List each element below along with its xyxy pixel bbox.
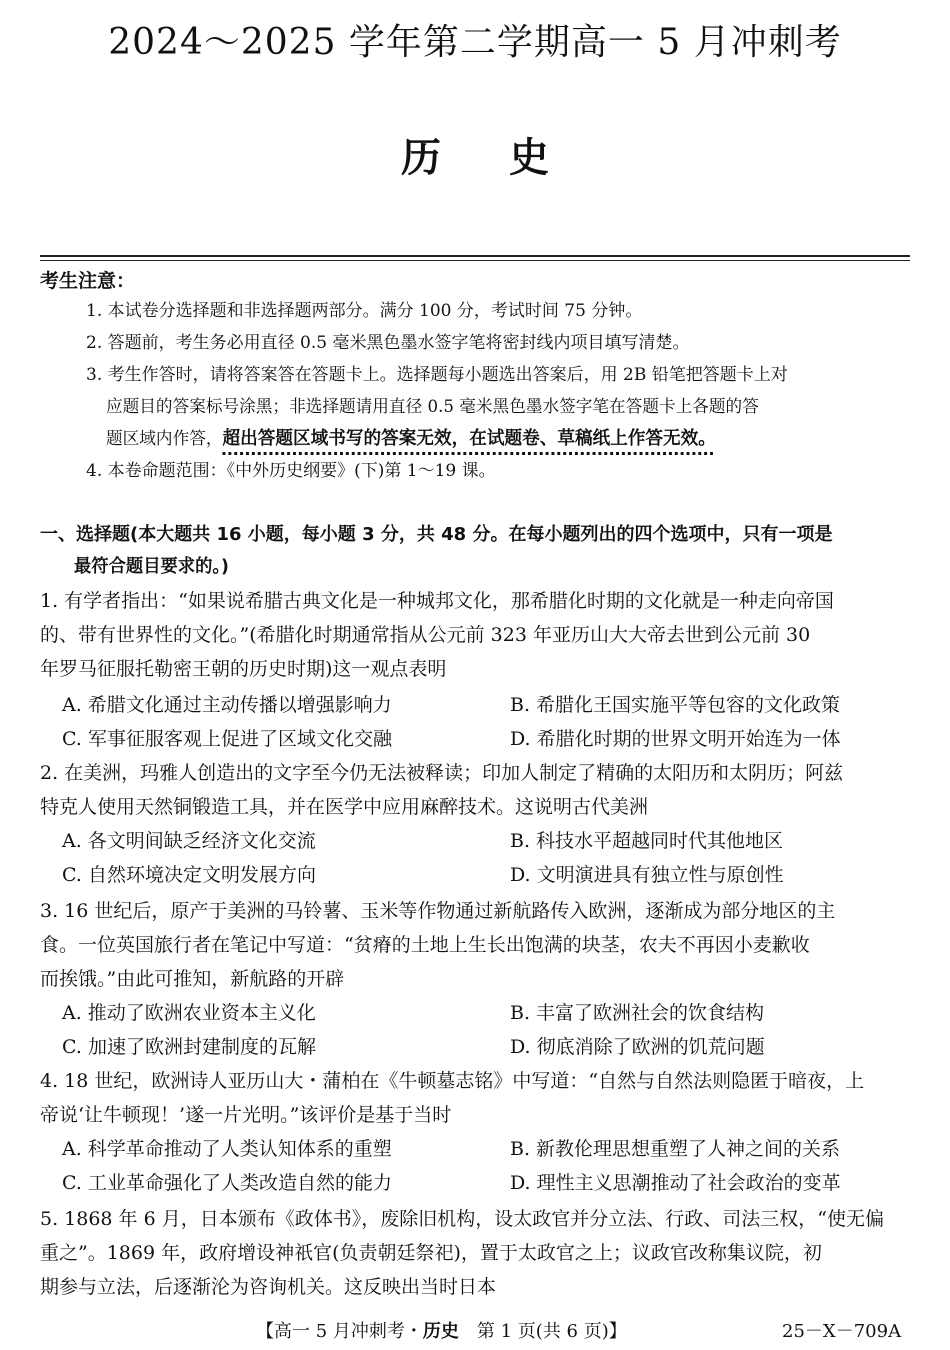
footer-subject: 历史 (422, 1321, 459, 1342)
subject-heading (0, 126, 950, 183)
question-4-option-c[interactable]: C. 工业革命强化了人类改造自然的能力 (62, 1172, 392, 1194)
question-5-line-3: 期参与立法，后逐渐沦为咨询机关。这反映出当时日本 (40, 1276, 497, 1298)
footer-code: 25－X－709A (782, 1321, 902, 1342)
question-3-option-d[interactable]: D. 彻底消除了欧洲的饥荒问题 (510, 1036, 765, 1058)
question-4-option-a[interactable]: A. 科学革命推动了人类认知体系的重塑 (62, 1138, 392, 1160)
notice-item-4: 4. 本卷命题范围：《中外历史纲要》(下)第 1～19 课。 (86, 461, 496, 481)
question-1-line-1: 1. 有学者指出：“如果说希腊古典文化是一种城邦文化，那希腊化时期的文化就是一种走向帝国 (40, 590, 834, 612)
question-1-option-d[interactable]: D. 希腊化时期的世界文明开始连为一体 (510, 728, 841, 750)
section-heading-line-2: 最符合题目要求的。) (74, 556, 229, 577)
footer-open: 【高一 5 月冲刺考・ (256, 1321, 423, 1342)
notice-item-3-line-3 (106, 423, 915, 455)
subject-char-1: 历 (401, 134, 441, 181)
question-1-option-b[interactable]: B. 希腊化王国实施平等包容的文化政策 (510, 694, 841, 716)
question-3-option-c[interactable]: C. 加速了欧洲封建制度的瓦解 (62, 1036, 316, 1058)
section-heading-line-1: 一、选择题(本大题共 16 小题，每小题 3 分，共 48 分。在每小题列出的四个选项中，只有一项是 (40, 524, 833, 545)
question-1-line-2: 的、带有世界性的文化。”(希腊化时期通常指从公元前 323 年亚历山大大帝去世到公元前 30 (40, 624, 811, 646)
question-2-option-d[interactable]: D. 文明演进具有独立性与原创性 (510, 864, 784, 886)
subject-char-2: 史 (509, 134, 549, 181)
question-1-option-a[interactable]: A. 希腊文化通过主动传播以增强影响力 (62, 694, 392, 716)
notice-emphasis: 超出答题区域书写的答案无效，在试题卷、草稿纸上作答无效。 (222, 428, 716, 449)
question-5-line-2: 重之”。1869 年，政府增设神祇官(负责朝廷祭祀)，置于太政官之上；议政官改称集议院，初 (40, 1242, 822, 1264)
question-5-line-1: 5. 1868 年 6 月，日本颁布《政体书》，废除旧机构，设太政官并分立法、行政、司法三权，“使无偏 (40, 1208, 884, 1230)
question-1-option-c[interactable]: C. 军事征服客观上促进了区域文化交融 (62, 728, 392, 750)
question-3-line-2: 食。一位英国旅行者在笔记中写道：“贫瘠的土地上生长出饱满的块茎，农夫不再因小麦歉收 (40, 934, 810, 956)
notice-item-3-line-1: 3. 考生作答时，请将答案答在答题卡上。选择题每小题选出答案后，用 2B 铅笔把答题卡上对 (86, 365, 788, 385)
question-3-line-3: 而挨饿。”由此可推知，新航路的开辟 (40, 968, 345, 990)
divider-thin (40, 260, 910, 261)
question-2-line-2: 特克人使用天然铜锻造工具，并在医学中应用麻醉技术。这说明古代美洲 (40, 796, 649, 818)
page-footer (256, 1317, 627, 1343)
question-3-option-b[interactable]: B. 丰富了欧洲社会的饮食结构 (510, 1002, 765, 1024)
notice-item-3-prefix: 题区域内作答， (106, 429, 223, 449)
notice-heading: 考生注意： (40, 270, 136, 292)
question-4-option-d[interactable]: D. 理性主义思潮推动了社会政治的变革 (510, 1172, 841, 1194)
notice-item-2: 2. 答题前，考生务必用直径 0.5 毫米黑色墨水签字笔将密封线内项目填写清楚。 (86, 333, 690, 353)
notice-item-1: 1. 本试卷分选择题和非选择题两部分。满分 100 分，考试时间 75 分钟。 (86, 301, 643, 321)
question-2-option-c[interactable]: C. 自然环境决定文明发展方向 (62, 864, 316, 886)
question-4-option-b[interactable]: B. 新教伦理思想重塑了人神之间的关系 (510, 1138, 841, 1160)
footer-page: 第 1 页(共 6 页)】 (458, 1321, 627, 1342)
question-1-line-3: 年罗马征服托勒密王朝的历史时期)这一观点表明 (40, 658, 447, 680)
question-2-line-1: 2. 在美洲，玛雅人创造出的文字至今仍无法被释读；印加人制定了精确的太阳历和太阴历；阿兹 (40, 762, 844, 784)
question-3-option-a[interactable]: A. 推动了欧洲农业资本主义化 (62, 1002, 316, 1024)
divider-thick (40, 255, 910, 257)
question-2-option-a[interactable]: A. 各文明间缺乏经济文化交流 (62, 830, 316, 852)
question-4-line-2: 帝说‘让牛顿现！’遂一片光明。”该评价是基于当时 (40, 1104, 452, 1126)
exam-title: 2024～2025 学年第二学期高一 5 月冲刺考 (108, 22, 842, 63)
question-2-option-b[interactable]: B. 科技水平超越同时代其他地区 (510, 830, 784, 852)
question-4-line-1: 4. 18 世纪，欧洲诗人亚历山大・蒲柏在《牛顿墓志铭》中写道：“自然与自然法则隐匿于暗夜，上 (40, 1070, 865, 1092)
question-3-line-1: 3. 16 世纪后，原产于美洲的马铃薯、玉米等作物通过新航路传入欧洲，逐渐成为部分地区的主 (40, 900, 836, 922)
notice-item-3-line-2: 应题目的答案标号涂黑；非选择题请用直径 0.5 毫米黑色墨水签字笔在答题卡上各题的答 (106, 397, 759, 417)
